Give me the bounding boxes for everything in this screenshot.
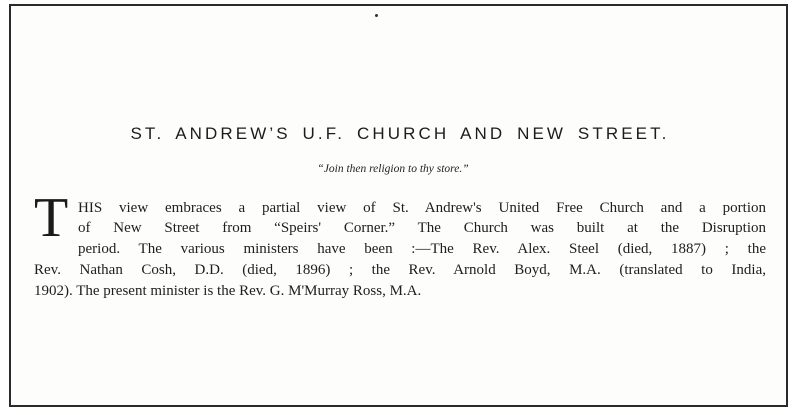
epigraph-quote: “Join then religion to thy store.” <box>317 163 469 175</box>
body-text-line: period. The various ministers have been :—The Rev. Alex. Steel (died, 1887) ; the <box>78 241 766 257</box>
page-title: ST. ANDREW’S U.F. CHURCH AND NEW STREET. <box>130 124 670 143</box>
body-text-line: HIS view embraces a partial view of St. Andrew's United Free Church and a portion <box>78 200 766 216</box>
body-text-line: of New Street from “Speirs' Corner.” The Church was built at the Disruption <box>78 220 766 236</box>
drop-cap: T <box>34 187 67 249</box>
body-text-line: Rev. Nathan Cosh, D.D. (died, 1896) ; the Rev. Arnold Boyd, M.A. (translated to India, <box>34 262 766 278</box>
body-text-line: 1902). The present minister is the Rev. G. M'Murray Ross, M.A. <box>34 283 422 299</box>
print-speck <box>375 14 378 17</box>
